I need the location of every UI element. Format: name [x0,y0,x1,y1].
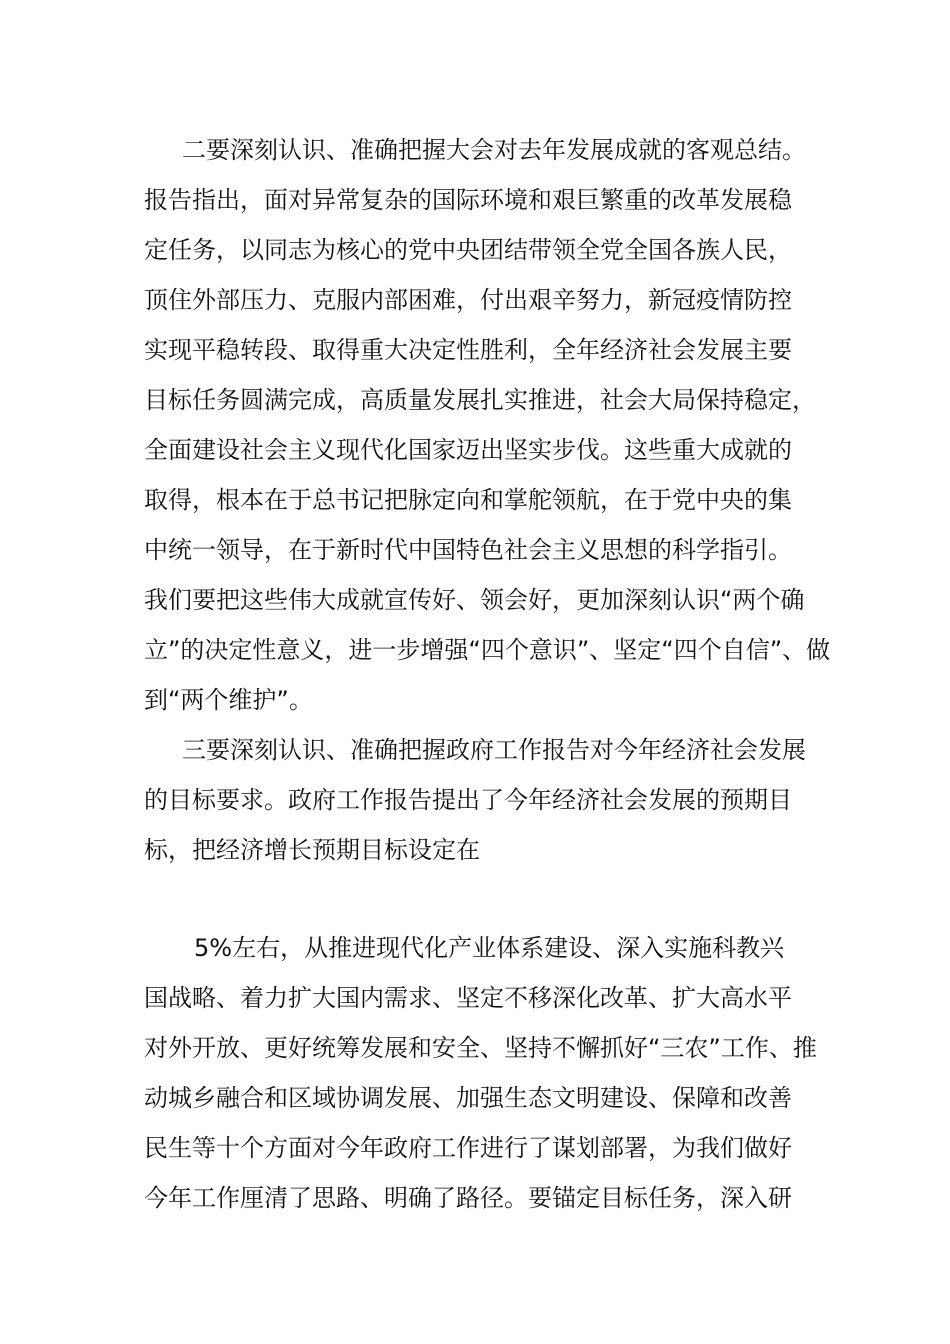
paragraph-3-line-5: 民生等十个方面对今年政府工作进行了谋划部署，为我们做好 [144,1134,792,1162]
paragraph-1-line-7: 全面建设社会主义现代化国家迈出坚实步伐。这些重大成就的 [144,436,792,464]
paragraph-3-line-2: 国战略、着力扩大国内需求、坚定不移深化改革、扩大高水平 [144,984,792,1012]
paragraph-3-line-3: 对外开放、更好统筹发展和安全、坚持不懈抓好“三农”工作、推 [144,1034,817,1062]
paragraph-3-line-4: 动城乡融合和区域协调发展、加强生态文明建设、保障和改善 [144,1084,792,1112]
paragraph-1-line-6: 目标任务圆满完成，高质量发展扎实推进，社会大局保持稳定， [144,386,816,414]
paragraph-1-line-12: 到“两个维护”。 [144,686,313,714]
paragraph-1-line-3: 定任务，以同志为核心的党中央团结带领全党全国各族人民， [144,236,792,264]
paragraph-2-line-1: 三要深刻认识、准确把握政府工作报告对今年经济社会发展 [182,736,806,764]
paragraph-2-line-3: 标，把经济增长预期目标设定在 [144,836,480,864]
paragraph-1-line-10: 我们要把这些伟大成就宣传好、领会好，更加深刻认识“两个确 [144,586,805,614]
paragraph-2-line-2: 的目标要求。政府工作报告提出了今年经济社会发展的预期目 [144,786,792,814]
paragraph-1-line-2: 报告指出，面对异常复杂的国际环境和艰巨繁重的改革发展稳 [144,186,792,214]
paragraph-1-line-4: 顶住外部压力、克服内部困难，付出艰辛努力，新冠疫情防控 [144,286,792,314]
paragraph-3-line-1: 5%左右，从推进现代化产业体系建设、深入实施科教兴 [194,934,785,962]
paragraph-1-line-9: 中统一领导，在于新时代中国特色社会主义思想的科学指引。 [144,536,792,564]
paragraph-1-line-5: 实现平稳转段、取得重大决定性胜利，全年经济社会发展主要 [144,336,792,364]
paragraph-1-line-8: 取得，根本在于总书记把脉定向和掌舵领航，在于党中央的集 [144,486,792,514]
paragraph-1-line-11: 立”的决定性意义，进一步增强“四个意识”、坚定“四个自信”、做 [144,636,831,664]
paragraph-3-line-6: 今年工作厘清了思路、明确了路径。要锚定目标任务，深入研 [144,1184,792,1212]
paragraph-1-line-1: 二要深刻认识、准确把握大会对去年发展成就的客观总结。 [182,136,806,164]
